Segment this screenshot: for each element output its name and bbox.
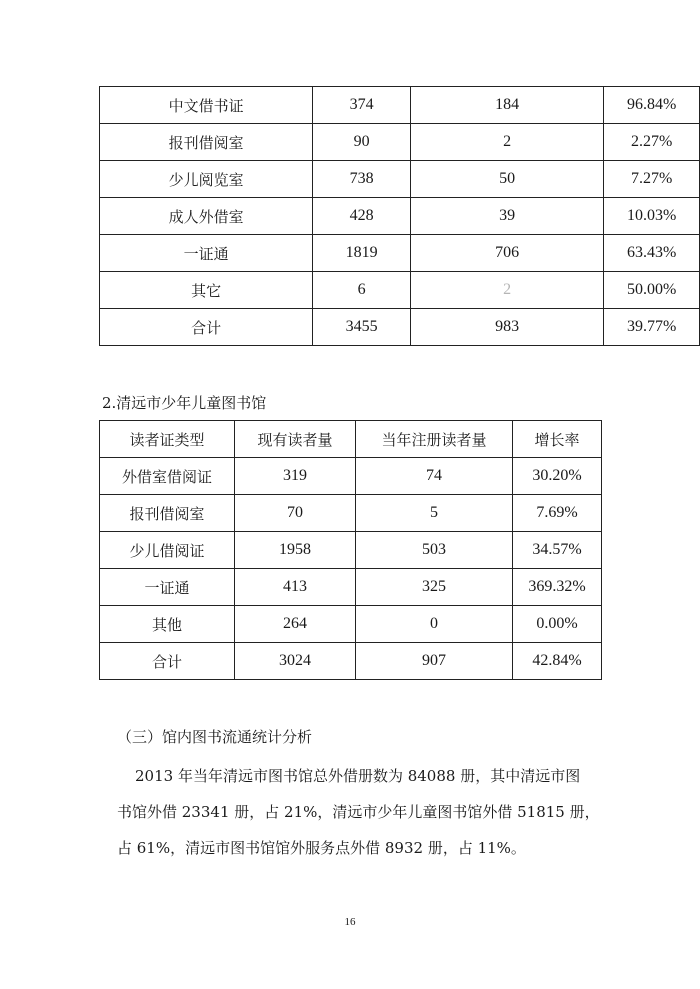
cell-existing: 1958 [235, 532, 356, 569]
cell-existing: 374 [313, 87, 411, 124]
header-growth: 增长率 [513, 421, 602, 458]
header-type: 读者证类型 [100, 421, 235, 458]
table-row [100, 272, 700, 309]
cell-registered: 184 [411, 87, 604, 124]
cell-registered: 50 [411, 161, 604, 198]
cell-registered: 983 [411, 309, 604, 346]
cell-growth: 2.27% [604, 124, 700, 161]
cell-existing: 1819 [313, 235, 411, 272]
table-row [100, 495, 602, 532]
cell-registered: 907 [356, 643, 513, 680]
cell-registered: 2 [411, 124, 604, 161]
paragraph-line: 占 61%，清远市图书馆馆外服务点外借 8932 册，占 11%。 [117, 839, 526, 857]
cell-type: 少儿阅览室 [100, 161, 313, 198]
header-existing: 现有读者量 [235, 421, 356, 458]
table-row [100, 198, 700, 235]
cell-registered: 325 [356, 569, 513, 606]
table-row [100, 124, 700, 161]
cell-type: 报刊借阅室 [100, 495, 235, 532]
table-row [100, 606, 602, 643]
cell-type: 其它 [100, 272, 313, 309]
paragraph-line: 2013 年当年清远市图书馆总外借册数为 84088 册，其中清远市图 [135, 767, 581, 785]
cell-type: 少儿借阅证 [100, 532, 235, 569]
cell-type: 一证通 [100, 235, 313, 272]
cell-growth: 30.20% [513, 458, 602, 495]
table-row [100, 532, 602, 569]
cell-type: 合计 [100, 309, 313, 346]
cell-existing: 738 [313, 161, 411, 198]
cell-existing: 70 [235, 495, 356, 532]
table-2-title: 2.清远市少年儿童图书馆 [102, 394, 267, 412]
table-row-total [100, 309, 700, 346]
header-registered: 当年注册读者量 [356, 421, 513, 458]
table-row [100, 235, 700, 272]
table-2 [99, 420, 602, 680]
cell-growth: 96.84% [604, 87, 700, 124]
cell-registered: 0 [356, 606, 513, 643]
cell-type: 中文借书证 [100, 87, 313, 124]
cell-registered: 503 [356, 532, 513, 569]
table-row [100, 458, 602, 495]
cell-growth: 369.32% [513, 569, 602, 606]
cell-registered: 706 [411, 235, 604, 272]
cell-growth: 63.43% [604, 235, 700, 272]
page-number: 16 [344, 916, 356, 928]
cell-growth: 39.77% [604, 309, 700, 346]
cell-type: 外借室借阅证 [100, 458, 235, 495]
cell-registered: 2 [411, 272, 604, 309]
cell-growth: 7.27% [604, 161, 700, 198]
cell-existing: 264 [235, 606, 356, 643]
cell-existing: 3455 [313, 309, 411, 346]
cell-type: 其他 [100, 606, 235, 643]
cell-registered: 39 [411, 198, 604, 235]
cell-type: 一证通 [100, 569, 235, 606]
paragraph-line: 书馆外借 23341 册，占 21%，清远市少年儿童图书馆外借 51815 册， [117, 803, 600, 821]
cell-growth: 10.03% [604, 198, 700, 235]
cell-type: 成人外借室 [100, 198, 313, 235]
cell-existing: 3024 [235, 643, 356, 680]
cell-existing: 319 [235, 458, 356, 495]
table-row [100, 569, 602, 606]
cell-existing: 6 [313, 272, 411, 309]
cell-growth: 42.84% [513, 643, 602, 680]
cell-registered: 5 [356, 495, 513, 532]
table-row [100, 87, 700, 124]
cell-registered: 74 [356, 458, 513, 495]
cell-existing: 428 [313, 198, 411, 235]
section-heading: （三）馆内图书流通统计分析 [117, 728, 313, 746]
cell-existing: 413 [235, 569, 356, 606]
cell-type: 报刊借阅室 [100, 124, 313, 161]
table-row [100, 161, 700, 198]
cell-growth: 50.00% [604, 272, 700, 309]
cell-existing: 90 [313, 124, 411, 161]
table-header-row [100, 421, 602, 458]
cell-type: 合计 [100, 643, 235, 680]
table-1 [99, 86, 700, 346]
cell-growth: 7.69% [513, 495, 602, 532]
cell-growth: 0.00% [513, 606, 602, 643]
cell-growth: 34.57% [513, 532, 602, 569]
table-row-total [100, 643, 602, 680]
